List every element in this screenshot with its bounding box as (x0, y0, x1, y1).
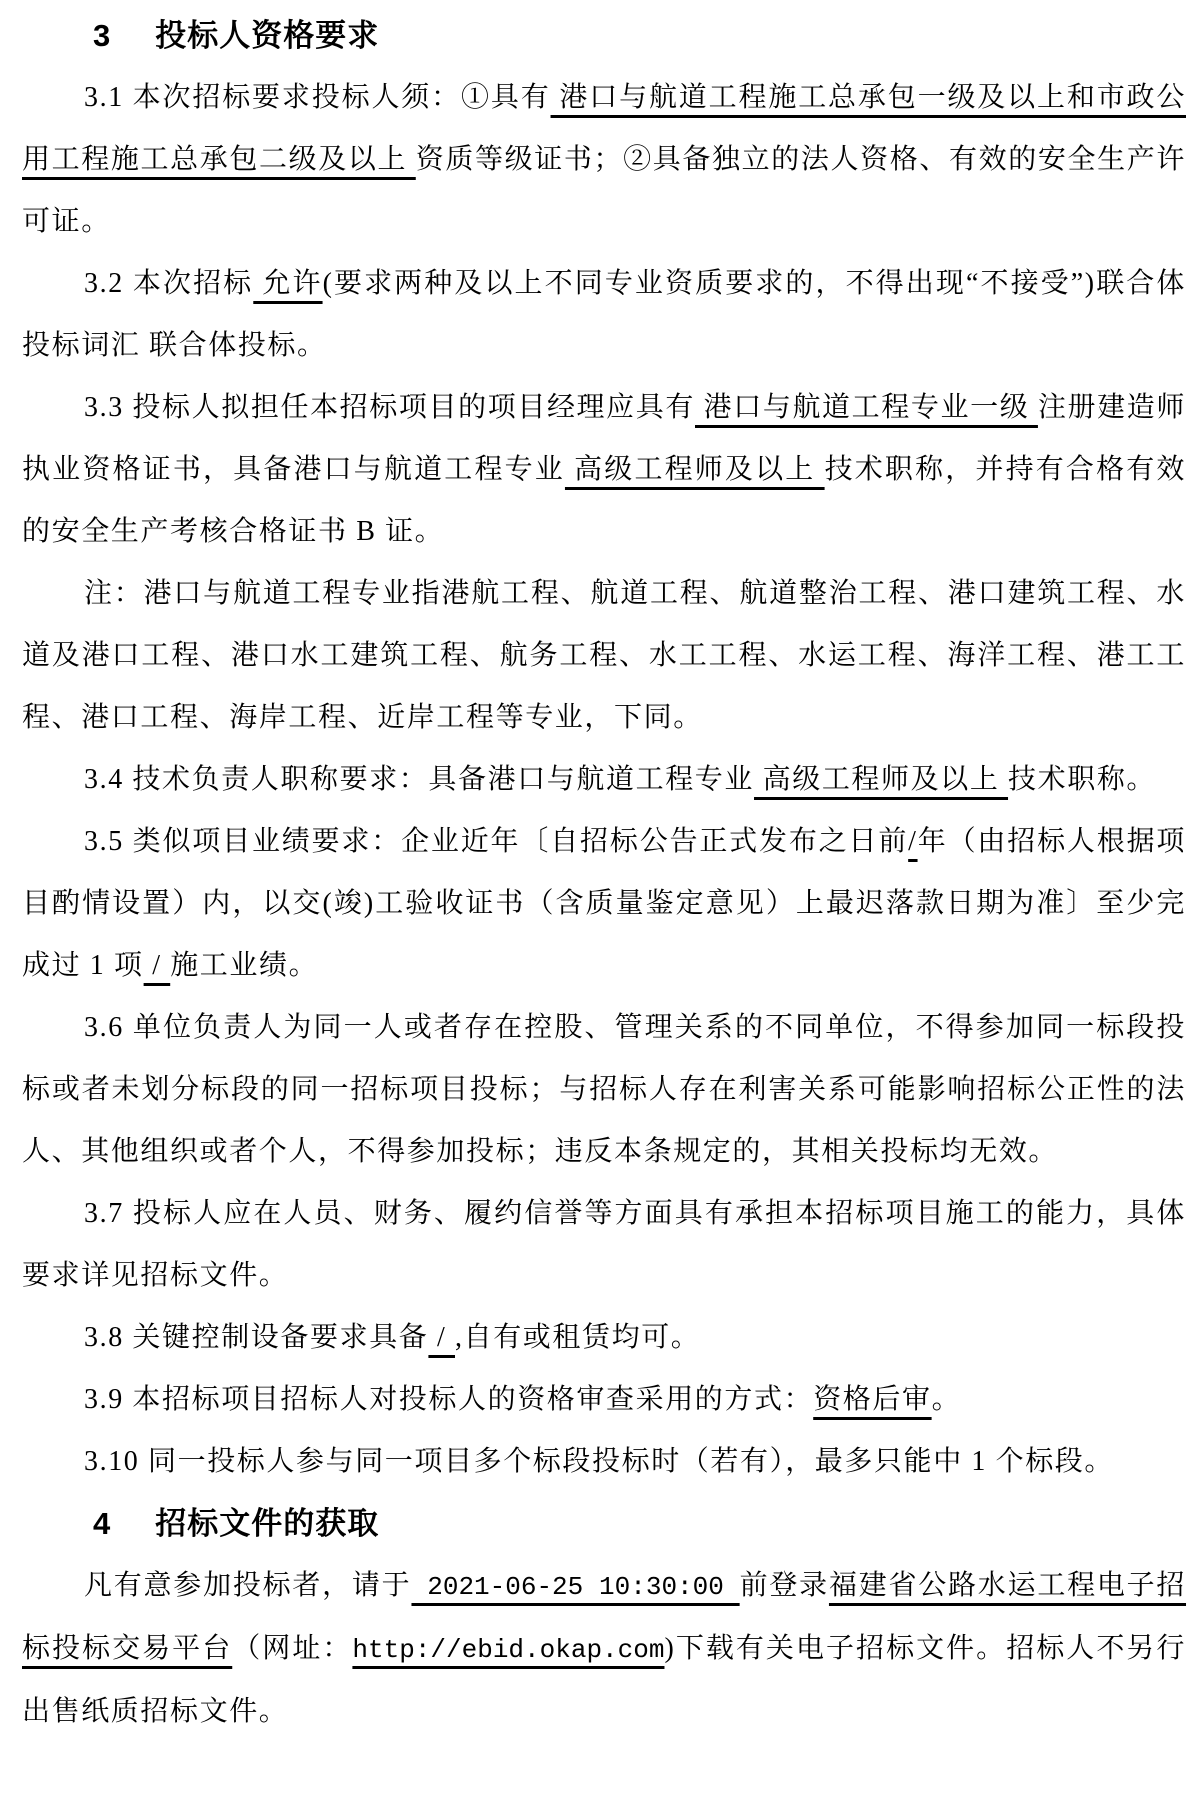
text-run: 年（由招标人根据项目酌情设置）内，以交(竣)工验收证书（含质量鉴定意见）上最迟落款日期为准〕至少完成过 1 项 (22, 826, 1186, 981)
blank-qualification-grade: 港口与航道工程施工总承包一级及以上和市政公用工程施工总承包二级及以上 (22, 82, 1186, 175)
paragraph-3-6 (22, 997, 1186, 1183)
heading-number: 4 (93, 1506, 112, 1541)
blank-years: / (908, 826, 918, 857)
text-run: ,自有或租赁均可。 (455, 1322, 701, 1353)
text-run: 注册建造师执业资格证书，具备港口与航道工程专业 (22, 392, 1186, 485)
text-run: 资质等级证书；②具备独立的法人资格、有效的安全生产许可证。 (22, 144, 1186, 237)
text-run: 3.9 本招标项目招标人对投标人的资格审查采用的方式： (84, 1384, 814, 1415)
section-heading-3 (22, 5, 1186, 67)
text-run: 3.3 投标人拟担任本招标项目的项目经理应具有 (84, 392, 695, 423)
paragraph-3-7 (22, 1183, 1186, 1307)
paragraph-4-1 (22, 1555, 1186, 1743)
blank-registered-builder-grade: 港口与航道工程专业一级 (695, 392, 1038, 423)
blank-tech-lead-title: 高级工程师及以上 (754, 764, 1009, 795)
section-heading-4 (22, 1493, 1186, 1555)
deadline-datetime: 2021-06-25 10:30:00 (411, 1572, 740, 1602)
heading-number: 3 (93, 18, 112, 53)
blank-pm-title: 高级工程师及以上 (564, 454, 825, 485)
paragraph-3-5 (22, 811, 1186, 997)
paragraph-3-10 (22, 1431, 1186, 1493)
paragraph-3-1 (22, 67, 1186, 253)
paragraph-3-3 (22, 377, 1186, 563)
heading-title: 招标文件的获取 (155, 1506, 380, 1541)
text-run: (要求两种及以上不同专业资质要求的，不得出现“不接受”)联合体投标词汇 联合体投标。 (22, 268, 1186, 361)
text-run: )下载有关电子招标文件。招标人不另行出售纸质招标文件。 (22, 1633, 1186, 1727)
text-run: 3.7 投标人应在人员、财务、履约信誉等方面具有承担本招标项目施工的能力，具体要求详见招标文件。 (22, 1198, 1186, 1291)
text-run: 凡有意参加投标者，请于 (84, 1570, 412, 1601)
paragraph-3-4 (22, 749, 1186, 811)
blank-qualification-review-method: 资格后审 (813, 1384, 932, 1415)
blank-key-equipment: / (428, 1322, 455, 1353)
blank-joint-bid-allowed: 允许 (253, 268, 323, 299)
text-run: 技术职称。 (1008, 764, 1157, 795)
text-run: 。 (931, 1384, 962, 1415)
text-run: 3.2 本次招标 (84, 268, 254, 299)
paragraph-3-2 (22, 253, 1186, 377)
text-run: 前登录 (739, 1570, 829, 1601)
text-run: 3.8 关键控制设备要求具备 (84, 1322, 429, 1353)
text-run: 注：港口与航道工程专业指港航工程、航道工程、航道整治工程、港口建筑工程、水道及港口工程、港口水工建筑工程、航务工程、水工工程、水运工程、海洋工程、港工工程、港口工程、海岸工程、近岸工程等专业，下同。 (22, 578, 1186, 733)
document-body (22, 5, 1186, 1743)
paragraph-3-9 (22, 1369, 1186, 1431)
paragraph-note (22, 563, 1186, 749)
text-run: 施工业绩。 (170, 950, 319, 981)
blank-performance: / (143, 950, 171, 981)
paragraph-3-8 (22, 1307, 1186, 1369)
text-run: （网址： (232, 1633, 353, 1664)
text-run: 3.10 同一投标人参与同一项目多个标段投标时（若有），最多只能中 1 个标段。 (84, 1446, 1115, 1477)
text-run: 3.4 技术负责人职称要求：具备港口与航道工程专业 (84, 764, 755, 795)
text-run: 技术职称，并持有合格有效的安全生产考核合格证书 B 证。 (22, 454, 1186, 547)
text-run: 3.6 单位负责人为同一人或者存在控股、管理关系的不同单位，不得参加同一标段投标或者未划分标段的同一招标项目投标；与招标人存在利害关系可能影响招标公正性的法人、其他组织或者个人，不得参加投标；违反本条规定的，其相关投标均无效。 (22, 1012, 1186, 1167)
text-run: 3.5 类似项目业绩要求：企业近年〔自招标公告正式发布之日前 (84, 826, 909, 857)
heading-title: 投标人资格要求 (155, 18, 380, 53)
platform-url: http://ebid.okap.com (352, 1635, 665, 1665)
platform-name: 福建省公路水运工程电子招标投标交易平台 (22, 1570, 1187, 1664)
text-run: 3.1 本次招标要求投标人须：①具有 (84, 82, 551, 113)
